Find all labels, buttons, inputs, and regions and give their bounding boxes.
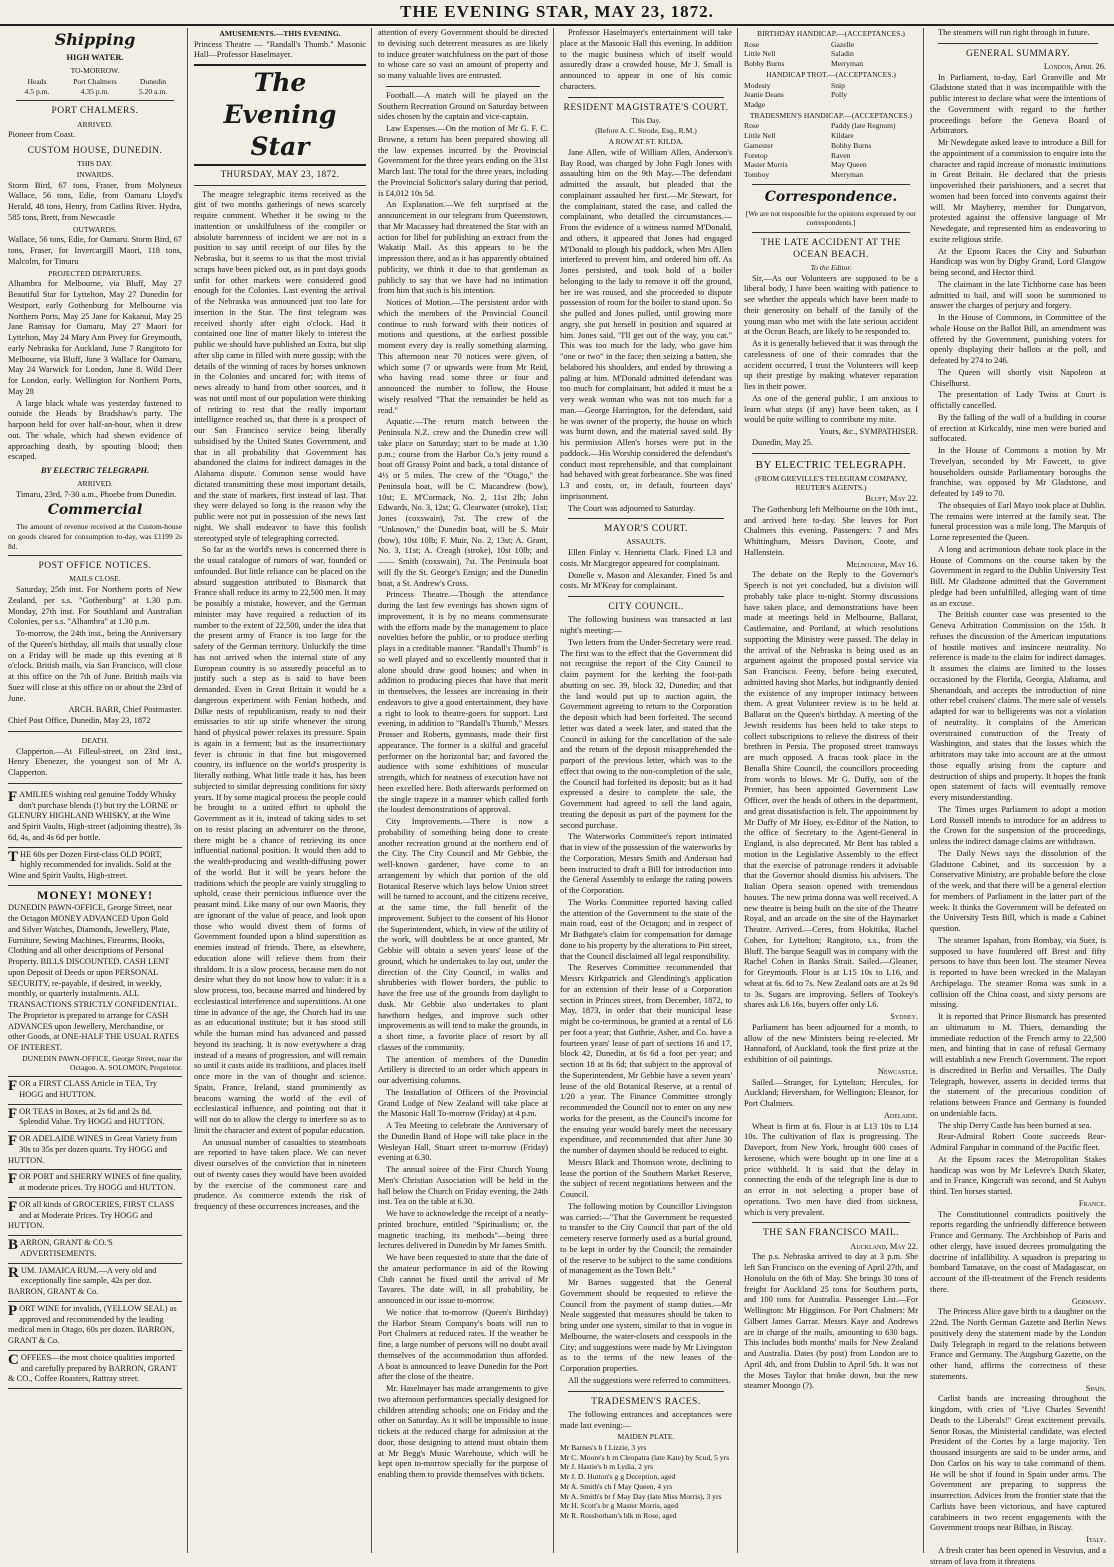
divider bbox=[8, 731, 182, 732]
ad-initial: F bbox=[8, 1133, 18, 1150]
ad-text: UM. JAMAICA RUM.—A very old and exceptionally fine sample, 42s per doz. BARRON, GRANT & Co. bbox=[8, 1265, 157, 1297]
newspaper-banner: The Evening Star bbox=[194, 64, 366, 166]
ad-text: ORT WINE for invalids, (YELLOW SEAL) as approved and recommended by the leading medical men in Otago, 60s per dozen. BARRON, GRANT & Co. bbox=[8, 1303, 177, 1346]
summary-paragraph: In the House of Commons a motion by Mr Trevelyan, seconded by Mr Fawcett, to give householders outside Parliamentary boroughs the franchise, was opposed by Mr Gladstone, and defeated by 149 to 70. bbox=[930, 446, 1106, 499]
telegraph-title: BY ELECTRIC TELEGRAPH. bbox=[40, 466, 150, 476]
divider bbox=[938, 43, 1098, 44]
list-item: Master Morris May Queen bbox=[744, 160, 867, 170]
advertisement-pawn-office bbox=[8, 886, 182, 1077]
summary-paragraph: In Parliament, to-day, Earl Granville and Mr Gladstone stated that it was incompatible with the public interest to declare what were the intentions of the Government with regard to the further proceedings before the Geneva Board of Arbitrators. bbox=[930, 72, 1106, 136]
news-paragraph: Princess Theatre.—Though the attendance during the last few evenings has shown signs of improvement, it is by no means commensurate with the efforts made by the management to place novelties before the public, or to produce sterling plays in a creditable manner. "Randall's Thumb" is so well played and so excellently mounted that it alone should draw good houses; and when in addition to producing pieces that have that merit in themselves, the lessees are increasing in their endeavors to give a good entertainment, they have a right to look to theatre-goers for support. Last evening, in addition to "Randall's Thumb," Messrs Prosser and Roberts, gymnasts, made their first appearance. The former is a skilful and graceful performer on the horizontal bar; and favored the audience with some exhibitions of muscular strength, which for neatness of execution have not been excelled here. Both afterwards performed on the single trapeze in a manner which called forth the loudest demonstrations of approval. bbox=[378, 590, 548, 815]
ad-initial: R bbox=[8, 1264, 19, 1281]
summary-paragraph: At the Epsom Races the City and Suburban Handicap was won by Digby Grand, Lord Glasgow being second, and Hector third. bbox=[930, 246, 1106, 278]
summary-paragraph: In the House of Commons, in Committee of the whole House on the Ballot Bill, an amendment was offered by the Government, punishing voters for openly displaying their ballots at the poll, and defeated by 274 to 246. bbox=[930, 313, 1106, 366]
commercial-text: The amount of revenue received at the Custom-house on goods cleared for consumption to-day, was £1199 2s 8d. bbox=[8, 522, 182, 551]
ad-text: OR ADELAIDE WINES in Great Variety from 30s to 35s per dozen quarts. Try HOGG and HUTTON. bbox=[8, 1134, 178, 1165]
list-item: Modesty Snip bbox=[744, 80, 845, 90]
list-item: Mr R. Rossbotham's blk m Rose, aged bbox=[560, 1511, 677, 1520]
spain-title: Spain. bbox=[1085, 1383, 1106, 1393]
tel-text: Parliament has been adjourned for a month, to allow of the new Ministers being re-elected. Mr Hannaford, of Auckland, took the first prize at the exhibition of oil paintings. bbox=[744, 1022, 918, 1065]
letter-date: Dunedin, May 25. bbox=[752, 437, 813, 447]
column-editorial bbox=[190, 28, 370, 1553]
list-item: Madge bbox=[744, 100, 766, 110]
council-title: CITY COUNCIL. bbox=[608, 602, 684, 613]
summary-title: GENERAL SUMMARY. bbox=[965, 48, 1071, 59]
outwards-text: Wallace, 56 tons, Edie, for Oamaru. Storm Bird, 67 tons, Fraser, for Invercargill Maori, 118 tons, Malcolm, for Timaru bbox=[8, 235, 182, 266]
column-shipping bbox=[4, 28, 186, 1553]
court-day: This Day. bbox=[631, 115, 661, 125]
divider bbox=[16, 100, 174, 101]
ad-initial: F bbox=[8, 1105, 18, 1122]
advertisement bbox=[8, 1264, 182, 1302]
editorial-paragraph: The meagre telegraphic items received as the gist of two months gatherings of news scarcely require comment. Whether it be owing to the inattention or unskilfulness of the compiler or absolute barrenness of incident we are not in a position to say until receipt of our files by the Nebraska, but it seems to us that the most trivial scraps have been picked out, as in past days goods unfit for other markets were considered good enough for the Colonies. Last evening the arrival of the Nebraska was announced just too late for insertion in the Star. The first telegram was received shortly after eight o'clock. Had it contained one line of matter likely to interest the public we should have published an Extra, but slip after slip came in filled with mere gossip; with the details of the winning of races by horses unknown in the Colonies and uncared for; with items of news already to hand from other sources, and it was not until most of our population were thinking of retiring to rest that the really important intelligence reached us, that there is a prospect of our San Francisco service being liberally subsidised by the United States Government, and that in all probability that Government has abandoned the claims for indirect damages in the Alabama dispute. Common sense would have dictated transmitting these most important details, and the state of markets, first instead of last. That they were delayed so long is the reason why the public were not put in possession of the news last night. We shall endeavor to have this foolish stereotyped style of telegraphing corrected. bbox=[194, 189, 366, 543]
post-text-1: Saturday, 25th inst. For Northern ports of New Zealand, per s.s. "Gothenburg" at 1.30 p.m. Monday, 27th inst. For Southland and Australian Colonies, per s.s. "Alhambra" at 1.30 p.m. bbox=[8, 585, 182, 627]
mayor-title: MAYOR'S COURT. bbox=[603, 524, 689, 535]
news-paragraph: attention of every Government should be directed to devising such deterrent measures as are likely to induce greater watchfulness on the part of those to whose care so vast an amount of property and so many valuable lives are entrusted. bbox=[378, 28, 548, 80]
tel-place: Sydney. bbox=[890, 1012, 918, 1022]
post-text-2: To-morrow, the 24th inst., being the Anniversary of the Queen's birthday, all mails that usually close on a Friday will be made up this evening at 8 o'clock. British mails, via San Francisco, will close at this office on the 7th of June. British mails via Suez will close at this office on or about the 23rd of June. bbox=[8, 629, 182, 703]
spain-text: Carlist bands are increasing throughout the kingdom, with cries of "Live Charles Seventh! Death to the Liberals!" Great excitement prevails. Senor Rosas, the Ministerial candidate, was elected President of the Cortes by a large majority. Ten thousand insurgents are said to be under arms, and Don Carlos on his way to take command of them. He will be shot if found in Spain under arms. The Government are preparing to suppress the insurrection. Advices from the frontier state that the Carlists have been victorious, and have captured carabineers in two recent engagements with the Government troops near Bilbao, in Biscay. bbox=[930, 1394, 1106, 1533]
sf-mail-title: THE SAN FRANCISCO MAIL. bbox=[762, 1228, 900, 1239]
ad-text: OR PORT and SHERRY WINES of fine quality, at moderate prices. Try HOGG and HUTTON. bbox=[19, 1172, 182, 1193]
tide-cell: Heads 4.5 p.m. bbox=[24, 76, 50, 96]
list-item: Jeanie Deans Polly bbox=[744, 90, 848, 100]
list-item: Mr C. Moore's b m Cleopatra (late Kate) by Scud, 5 yrs bbox=[560, 1452, 730, 1462]
news-paragraph: We have to acknowledge the receipt of a neatly-printed brochure, entitled "Spiritualism; or, the magnetic teaching, its methods"—being three lectures delivered in Dunedin by Mr James Smith. bbox=[378, 1209, 548, 1251]
divider bbox=[752, 453, 910, 454]
ad-initial: F bbox=[8, 1171, 18, 1188]
column-courts bbox=[556, 28, 736, 1553]
court-paragraph: Jane Allen, wife of William Allen, Anderson's Bay Road, was charged by John Fugh Jones with assaulting him on the 9th May.—The defendant admitted the assault, but pleaded that the complainant assaulted her first.—Mr Stewart, for the complainant, stated the case, and called the complainant, who detailed the circumstances.—From the evidence of a witness named M'Donald, and others, it appeared that Jones had engaged M'Donald to plough his paddock, when Mrs Allen interfered to prevent him, and ordered him off. As Jones persisted, and took hold of a boiler belonging to the lady to remove it off the ground, her ire was roused, and she proceeded to dispute possession of room for the boiler to stand upon. So she pulled and Jones pulled, until growing more angry, she put herself in position and squared at him. Jones said, "I'll get out of the way, you cat." This was too much for the lady, who gave him "one or two" in the face; then seizing a batten, she belabored his shoulders, and ended by throwing a paling at him. M'Donald admitted defendant was too much for complainant, but added it must be a very weak woman who was not too much for a man.—George Harrington, for the defendant, said he was owner of the property, the house on which was burnt down, and the material saved sold. By his permission Allen's horses were put in the paddock.—His Worship considered the defendant's conduct most reprehensible, and that complainant had behaved with great forbearance. She was fined L3 and costs, or, in default, fourteen days' imprisonment. bbox=[560, 147, 732, 501]
list-item: Mr J. Hastie's b m Lydia, 2 yrs bbox=[560, 1462, 654, 1472]
summary-paragraph: The claimant in the late Tichborne case has been admitted to bail, and will soon be summoned to answer the charges of perjury and forgery. bbox=[930, 279, 1106, 311]
this-day: THIS DAY. bbox=[77, 159, 113, 169]
news-paragraph: An Explanation.—We felt surprised at the announcement in our telegram from Queenstown, that Mr Macassey had threatened the Star with an action for libel for publishing an extract from the Wakatip Mail. As this appears to be the impression there, and as it has apparently obtained publicity, we think it due to that gentleman as publicly to say that we have had no intimation from him that such is his intention. bbox=[378, 200, 548, 296]
summary-paragraph: By the falling of the wall of a building in course of erection at Kirkcaldy, nine men were buried and suffocated. bbox=[930, 412, 1106, 444]
commercial-title: Commercial bbox=[47, 502, 143, 519]
assaults-title: ASSAULTS. bbox=[626, 537, 666, 547]
high-water-title: HIGH WATER. bbox=[66, 53, 124, 63]
arrived-text: Pioneer from Coast. bbox=[8, 130, 76, 140]
ad-text: AMILIES wishing real genuine Toddy Whisky don't purchase blends (!) but try the LORNE or GLENURY HIGHLAND WHISKY, at the Wine and Spirit Vaults, High-street (adjoining theatre), 3s 6d, 4s, and 4s 6d per bottle. bbox=[8, 789, 182, 842]
court-paragraph: The Court was adjourned to Saturday. bbox=[568, 503, 695, 513]
column-rule bbox=[187, 28, 188, 1553]
letter-sign: Yours, &c., SYMPATHISER. bbox=[819, 427, 918, 437]
advertisement bbox=[8, 788, 182, 848]
ad-text: HE 60s per Dozen First-class OLD PORT, highly recommended for invalids. Sold at the Wine and Spirit Vaults, High-street. bbox=[8, 849, 172, 881]
column-rule bbox=[737, 28, 738, 1553]
ad-text: OR TEAS in Boxes, at 2s 6d and 2s 8d. Splendid Value. Try HOGG and HUTTON. bbox=[19, 1106, 165, 1127]
list-item: Tomboy Merryman bbox=[744, 170, 864, 180]
editorial-paragraph: An unusual number of casualties to steamboats are reported to have taken place. We can never divest ourselves of the conviction that in nineteen out of twenty cases they would have been avoided by the exercise of the commonest care and prudence. As commerce extends the risk of frequency of these occurrences increases, and the bbox=[194, 1137, 366, 1212]
races-title: TRADESMEN'S RACES. bbox=[591, 1396, 701, 1407]
news-paragraph: We notice that to-morrow (Queen's Birthday) the Harbor Steam Company's boats will run to Port Chalmers at reduced rates. If the weather be fine, a large number of persons will no doubt avail themselves of the accommodation thus afforded. A boat is announced to leave Dunedin for the Port after the close of the theatre. bbox=[378, 1307, 548, 1382]
council-paragraph: Messrs Black and Thomson wrote, declining to lease the portion of the Southern Market Reserve, the subject of recent negotiations between and the Council. bbox=[560, 1157, 732, 1200]
france-text: The Constitutionnel contradicts positively the reports regarding the unfriendly difference between France and Germany. The Archbishop of Paris and other clergy, have issued decrees promulgating the doctrine of infallibility. A squadron is preparing to bombard Tamatave, on the coast of Madagascar, on account of the ill-treatment of the French residents there. bbox=[930, 1209, 1106, 1294]
council-paragraph: Two letters from the Under-Secretary were read. The first was to the effect that the Government did not recognise the report of the City Council to claim payment for the kerbing the foot-path abutting on sec. 39, block 32, Dunedin; and that the land would put up to auction again, the Government agreeing to return to the Corporation the deposit which had been forfeited. The second letter was dated a week later, and stated that the Council in asking for the cancellation of the sale and the return of the deposit misapprehended the purport of the previous letter, which was to the effect that owing to the non-completion of the sale, the Council had forfeited its deposit; but as it had expressed a desire to complete the sale, the Government had agreed to sell the land again, treating the deposit as part of the payment for the second purchase. bbox=[560, 637, 732, 830]
correspondence-title: Correspondence. bbox=[764, 188, 898, 205]
germany-title: Germany. bbox=[1071, 1296, 1106, 1306]
column-rule bbox=[923, 28, 924, 1553]
divider bbox=[568, 518, 724, 519]
france-title: France. bbox=[1078, 1198, 1106, 1208]
high-water-sub: TO-MORROW. bbox=[70, 66, 120, 76]
ad-initial: F bbox=[8, 788, 18, 805]
departures-title: PROJECTED DEPARTURES. bbox=[48, 268, 142, 278]
summary-paragraph: The ship Derry Castle has been burned at sea. bbox=[938, 1120, 1092, 1130]
arrived-title: ARRIVED. bbox=[77, 119, 113, 129]
list-item: Mr A. Smith's br f May Day (late Miss Morris), 3 yrs bbox=[560, 1491, 722, 1501]
customs-title: CUSTOM HOUSE, DUNEDIN. bbox=[27, 146, 163, 156]
mayor-paragraph: Donelle v. Mason and Alexander. Fined 5s and costs. Mr M'Keay for complainant. bbox=[560, 570, 732, 591]
summary-paragraph: The British counter case was presented to the Geneva Arbitration Commission on the 15th. It refuses the discussion of the American imputations of hostile motives and insincere neutrality. No reference is made to the claim for indirect damages. It assumes the claims are limited to the losses occasioned by the Florida, Georgia, Alabama, and Shenandoah, and accepts the introduction of nine other rebel cruisers' claims. The mere sale of vessels adapted for war to belligerents was not a violation of neutrality. It complains of the American overstrained construction of the Treaty of Washington, and states that the losses which the arbitrators may take into account are at the utmost those equally arising from the capture and destruction of ships and property. It hopes the frank open statement of facts will eventually remove every misunderstanding. bbox=[930, 610, 1106, 803]
tel-text: The Gothenburg left Melbourne on the 10th inst., and arrived here to-day. She leaves for Port Chalmers this evening. Passengers: 7 and Mrs Whittingham, Messrs Davison, Coote, and Hallenstein. bbox=[744, 504, 918, 557]
tel-place: Melbourne, May 16. bbox=[846, 559, 918, 569]
maiden-title: MAIDEN PLATE. bbox=[617, 1432, 675, 1442]
editorial-paragraph: So far as the world's news is concerned there is the usual catalogue of rumors of war, founded or unfounded. But little reliance can be placed on the absurd suggestion attributed to Bismarck that France shall reduce its army to 22,500 men. It may be possibly a mistake, however, and the German minister may have required a reduction of its number to the extent of 22,500, under the idea that the present army of France is too large for the safety of the German territory. Unluckily the time has not arrived when the internal state of any European country is so assuredly peaceful as to justify such a step as is said to have been demanded. Even in Great Britain it would be a dangerous experiment with Fenian hotbeds, and Dilke nests of republicanism, ready to nod their emissaries to stir up strife whenever the strong hand of physical power relaxes its pressure. Spain is again in a ferment; but as the insurrectionary fever is chronic in that fine but misgoverned country, its influence on the world's prosperity is literally nothing. What little trade it has, has been subjected to similar depressing conditions for sixty years. If by some magical process the people could be brought to a united effort to uphold the Government as it is, instead of taking sides to set on to resist placing an adventurer on the throne, there might be a chance of retrieving its once influential national position. It would then add to the wealth-producing and wealth-diffusing power of the world. But it will be years before the traditions which the people are vainly struggling to uphold, cease their pernicious influence over the peasant mind. Like many of our own Maoris, they are ignorant of the value of peace, and look upon those who would divest them of forms of Government founded upon a blind superstition as enemies instead of friends. There, as elsewhere, education alone will relieve them from their thraldom. It is a slow process, because men do not desire what they do not know how to value: it is a slow process, too, because marred and hindered by ecclesiastical interference and superstitions. At one time in advance of the age, the Church had its use as an educational institute; but it has stood still while the human mind has advanced and passed beyond its teaching. It is now everywhere a drag instead of a means of progression, and will remain so until it casts aside its traditions, and places itself once more in the van of thought and science. Spain, France, Ireland, stand prominently as beacons warning the world of the evil of ecclesiastical influence, and pointing out that it will not do to allow the clergy to interfere so as to limit the character and extent of popular education. bbox=[194, 545, 366, 1135]
divider bbox=[194, 185, 366, 186]
advertisement bbox=[8, 1077, 182, 1105]
divider bbox=[386, 86, 540, 87]
column-summary bbox=[926, 28, 1110, 1566]
tel-text: The debate on the Reply to the Governor's Speech is not yet concluded, but a division will probably take place to-night. Stormy discussions have taken place, and demonstrations have been made at meetings held in Melbourne, Ballarat, Castlemaine, and Portland, at which resolutions supporting the Ministry were passed. The delay in the arrival of the Nebraska is being used as an argument against the proposed postal service via San Francisco. Feeny, before being executed, admitted having shot Marks, but indignantly denied the existence of any improper intimacy between them. A great Volunteer review is to be held at Ballarat on the Queen's birthday. A meeting of the Jewish residents has been held to take steps to collect subscriptions to relieve the distress of their brethren in Persia. The proposed street tramways are much opposed. A fracas took place in the Benalla Shire Council, the councillors proceeding from words to blows. Mr G. Duffy, son of the Premier, has been appointed Government Law Officer, over the heads of others in the department, and great dissatisfaction is felt. The appointment by Mr Duffy of Mr Hoey, ex-Editor of the Nation, to the office of Secretary to the Agent-General in England, is also deprecated. Mr Bent has tabled a motion in the Legislative Assembly to the effect that the exercise of patronage renders it advisable that the Governor should dismiss his advisers. The Italian Opera season opened with tremendous houses. The new prima donna was well received. A new theatre is being built on the site of the Theatre Royal, and an arcade on the site of the Haymarket Theatre. Arrived.—Ceres, from Hokitika, Rachel Cohen, for Lyttelton; Rangitoto, s.s., from the Bluff. The barque Seagull was in company with the Rachel Cohen in Banks Strait. Sailed.—Gleaner, for Greymouth. Flour is at L15 10s to L16, and wheat at 6s. 6d to 7s. New Zealand oats are at 2s 9d to 3s. Sugars are improving. Sellers of Tookey's shares ask L6 16s, buyers offer only L6. bbox=[744, 570, 918, 1010]
inwards-title: INWARDS. bbox=[76, 169, 114, 179]
news-paragraph: Notices of Motion.—The persistent ardor with which the members of the Provincial Council continue to rush forward with their notices of motions and questions, at the earliest possible moment every day is really something alarming. This afternoon near 70 notices were given, of which some (7 or upwards were from Mr Reid, who having read some three or four and announced the number to follow, the House wisely resolved "That the remainder be held as read." bbox=[378, 298, 548, 415]
letter-paragraph: As it is generally believed that it was through the carelessness of one of their comrades that the accident occurred, I trust the Volunteers will keep up their prestige by making whatever reparation lies in their power. bbox=[744, 339, 918, 392]
summary-paragraph: It is reported that Prince Bismarck has presented an ultimatum to M. Thiers, demanding the immediate reduction of the French army to 22,500 men, and hinting that in case of refusal Germany will establish a new French Government. The report is discredited in Berlin and Versailles. The Daily Telegraph, however, asserts in decided terms that the statement of the precarious condition of relations between France and Germany is founded on undeniable facts. bbox=[930, 1012, 1106, 1118]
amusements-text: Princess Theatre — "Randall's Thumb." Masonic Hall—Professor Haselmayer. bbox=[194, 39, 366, 60]
accident-title: THE LATE ACCIDENT AT THE OCEAN BEACH. bbox=[761, 237, 901, 260]
post-footer: Chief Post Office, Dunedin, May 23, 1872 bbox=[8, 716, 151, 726]
ad-initial: B bbox=[8, 1237, 19, 1254]
trot-title: HANDICAP TROT.—(ACCEPTANCES.) bbox=[766, 69, 896, 79]
column-rule bbox=[553, 28, 554, 1553]
post-sign: ARCH. BARR, Chief Postmaster. bbox=[68, 705, 182, 715]
outwards-title: OUTWARDS. bbox=[72, 224, 118, 234]
list-item: Bobby Burns Merryman bbox=[744, 59, 864, 69]
column-correspondence bbox=[740, 28, 922, 1553]
death-title: DEATH. bbox=[81, 735, 109, 745]
column-local-news bbox=[374, 28, 552, 1553]
court-sub: A ROW AT ST. KILDA. bbox=[608, 137, 684, 147]
summary-paragraph: A long and acrimonious debate took place in the House of Commons on the course taken by the Government in regard to the Dublin University Test Bill. Mr Gladstone admitted that the Government pledge had been unfulfilled, alleging want of time as an excuse. bbox=[930, 544, 1106, 608]
list-item: Foretop Raven bbox=[744, 150, 851, 160]
summary-paragraph: The Daily News says the dissolution of the Gladstone Cabinet, and its succession by a Conservative Ministry, are probable before the close of the week, and that there will be a general election for members of Parliament in the latter part of the week. It thinks the Government will be defeated on the University Tests Bill, which is made a Cabinet question. bbox=[930, 848, 1106, 934]
summary-paragraph: Mr Newdegate asked leave to introduce a Bill for the appointment of a commission to enquire into the character and rapid increase of monastic institutions in Great Britain. He declared that the priests impoverished their parishioners, and a secret that women had been forced into convents against their will. Mr Mayberry, member for Dungarvon, protested against the offensive language of Mr Newdegate, and represented him as endeavoring to excite religious strife. bbox=[930, 138, 1106, 244]
list-item: Mr H. Scott's br g Master Morris, aged bbox=[560, 1501, 678, 1511]
ad-text: ARRON, GRANT & CO.'S ADVERTISEMENTS. bbox=[20, 1238, 113, 1258]
telegraph-source: (FROM GREVILLE'S TELEGRAM COMPANY, REUTER'S AGENTS.) bbox=[755, 473, 907, 493]
council-paragraph: The Works Committee reported having called the attention of the Government to the state of the main road, east of the Octagon; and in respect of Mr Bathgate's claim for compensation for damage done to his property by the alterations to Pitt street, that the Council disclaimed all legal responsibility. bbox=[560, 897, 732, 961]
news-paragraph: The Installation of Officers of the Provincial Grand Lodge of New Zealand will take place at the Masonic Hall To-morrow (Friday) at 4 p.m. bbox=[378, 1087, 548, 1119]
divider bbox=[568, 97, 724, 98]
correspondence-note: [We are not responsible for the opinions expressed by our correspondents.] bbox=[745, 208, 917, 228]
divider bbox=[752, 184, 910, 185]
italy-text: A fresh crater has been opened in Vesuvius, and a stream of lava from it threatens bbox=[930, 1545, 1106, 1566]
divider bbox=[568, 1391, 724, 1392]
summary-place: London, April 26. bbox=[1043, 61, 1106, 71]
money-text: DUNEDIN PAWN-OFFICE, George Street, near the Octagon MONEY ADVANCED Upon Gold and Silver Watches, Diamonds, Jewellery, Plate, Furniture, Sewing Machines, Firearms, Books, Clothing and all other descriptions of Personal Property. BILLS DISCOUNTED. CASH LENT upon Deposit of Deeds or upon PERSONAL SECURITY, re-payable, if desired, in weekly, monthly, or quarterly instalments. ALL TRANSACTIONS STRICTLY CONFIDENTIAL. The Proprietor is prepared to arrange for CASH ADVANCES upon Jewellery, Merchandise, or other Goods, at ONE-HALF THE USUAL RATES OF INTEREST. bbox=[8, 903, 179, 1053]
summary-paragraph: At the Epsom races the Metropolitan Stakes handicap was won by Mr Lefevre's Dutch Skater, and in France, Kingcraft was second, and St Aubyn third. Ten horses started. bbox=[930, 1154, 1106, 1197]
ad-initial: F bbox=[8, 1078, 18, 1095]
advertisement bbox=[8, 1198, 182, 1236]
sf-text: The p.s. Nebraska arrived to day at 3 p.m. She left San Francisco on the evening of April 27th, and Honolulu on the 6th of May. She brings 30 tons of freight for Auckland 25 tons for Southern ports, and 100 tons for Australia. Passenger List.—For Wellington: Mr Higginson. For Port Chalmers: Mr Gilbert James Garrar. Messrs Kaye and Andrews are in charge of the mails, amounting to 630 bags. This includes both months' mails for New Zealand and Australia. Dates (by post) from London are to April 4th, and from Dublin to April 5th. It was not the Moses Taylor that broke down, but the new steamer Moongo (?). bbox=[744, 1252, 918, 1391]
tel-arrived-title: ARRIVED. bbox=[77, 478, 113, 488]
tel-arrived-text: Timaru, 23rd, 7-30 a.m., Phoebe from Dunedin. bbox=[16, 489, 177, 499]
shipping-title: Shipping bbox=[54, 30, 136, 49]
ad-initial: F bbox=[8, 1198, 18, 1215]
mayor-paragraph: Ellen Finlay v. Henrietta Clark. Fined L3 and costs. Mr Macgregor appeared for complainant. bbox=[560, 548, 732, 568]
council-paragraph: The Reserves Committee recommended that Messrs Kirkpatrick and Glendining's application for an extension of their lease of a Corporation section in Princes street, from December, 1872, to May, 1873, in order that their municipal lease might be co-terminous, be granted at a rental of L6 per foot a year; that Guthrie, Asher, and Co. have a fourteen years' lease of part of sections 16 and 17, block 42, Dunedin, at 6s 6d a foot per year; and section 18 at 8s 6d; that subject to the approval of the Superintendent, Mr Gebbie have a seven years' lease of the old Botanical Reserve, at a rental of 1/20 a year. The Finance Committee strongly recommended the Council not to enter on any new works for the present, as the Council's income for the ensuing year would barely meet the necessary expenditure, and recommended that after June 30 the number of daymen should be reduced to eight. bbox=[560, 963, 732, 1156]
advertisement bbox=[8, 1302, 182, 1351]
summary-paragraph: The steamer Ispahan, from Bombay, via Suez, is supposed to have foundered off Brest and fifty persons to have thus been lost. The steamer Nevea is reported to have been wrecked in the Malayan Archipelago. The steamer Roma was sunk in a collision off the China coast, and sixty persons are missing. bbox=[930, 935, 1106, 1010]
ad-text: OR a FIRST CLASS Article in TEA, Try HOGG and HUTTON. bbox=[19, 1079, 158, 1099]
news-paragraph: The attention of members of the Dunedin Artillery is directed to an order which appears in our advertising columns. bbox=[378, 1054, 548, 1085]
summary-paragraph: The obsequies of Earl Mayo took place at Dublin. The remains were interred at the family seat. The funeral procession was a mile long. The Marquis of Lorne represented the Queen. bbox=[930, 500, 1106, 543]
council-paragraph: The following business was transacted at last night's meeting:— bbox=[560, 615, 732, 636]
divider bbox=[752, 232, 910, 233]
ad-text: OR all kinds of GROCERIES, FIRST CLASS and at Moderate Prices. Try HOGG and HUTTON. bbox=[8, 1199, 175, 1231]
list-item: Rose Paddy (late Regnum) bbox=[744, 121, 896, 131]
summary-paragraph: The Times urges Parliament to adopt a motion Lord Russell intends to introduce for an address to the Crown for the suspension of the proceedings, unless the indirect damage claims are withdrawn. bbox=[930, 804, 1106, 847]
list-item: Rose Gazelle bbox=[744, 39, 855, 49]
divider bbox=[8, 783, 182, 784]
tel-text: Wheat is firm at 6s. Flour is at L13 10s to L14 10s. The cultivation of flax is progressing. The Daveport, from New York, brought 600 cases of kerosene, which were bought up in one line at a price withheld. It is said that the delay in connecting the ends of the telegraph line is due to an error in not selecting a proper base of operations. Two men have died from sickness, which is very prevalent. bbox=[744, 1121, 918, 1217]
tradesmen-title: TRADESMEN'S HANDICAP.—(ACCEPTANCES.) bbox=[749, 110, 913, 120]
post-title: POST OFFICE NOTICES. bbox=[38, 561, 152, 572]
advertisement bbox=[8, 1351, 182, 1389]
news-paragraph: City Improvements.—There is now a probability of something being done to create another recreation ground at the northern end of the City. The City Council and Mr Gebbie, the well-known gardener, have come to an arrangement by which that portion of the old Botanical Reserve which lays below Union street will be turned to account, and the citizens receive, at the same time, the full benefit of the improvement. Subject to the consent of his Honor the Superintendent, which, in view of the utility of the work, will doubtless be at once granted, Mr Gebbie will obtain a seven years' lease of the ground, which he undertakes to lay out, under the direction of the City Council, in walks and shrubberies with flower borders, the public to have the free use of the grounds from daylight to dusk. Mr Gebbie also undertakes to plant hawthorn hedges, and improve such other improvements as will tend to make the grounds, in a short time, a favorite place of resort by all classes of the community. bbox=[378, 817, 548, 1052]
council-paragraph: All the suggestions were referred to committees. bbox=[568, 1375, 731, 1385]
divider bbox=[8, 555, 182, 556]
tide-table bbox=[8, 77, 182, 96]
advertisement bbox=[8, 1105, 182, 1133]
dateline: THURSDAY, MAY 23, 1872. bbox=[220, 169, 340, 180]
ad-initial: C bbox=[8, 1351, 19, 1368]
advertisement bbox=[8, 848, 182, 886]
summary-paragraph: The presentation of Lady Twiss at Court is officially cancelled. bbox=[930, 390, 1106, 411]
news-paragraph: We have been requested to state that the date of the amateur performance in aid of the Rowing Club cannot be fixed until the arrival of Mr Tavares. The date will, in all probability, be announced in our issue to-morrow. bbox=[378, 1253, 548, 1305]
ad-initial: T bbox=[8, 848, 19, 865]
masthead: THE EVENING STAR, MAY 23, 1872. bbox=[0, 0, 1114, 26]
summary-paragraph: The Queen will shortly visit Napoleon at Chiselhurst. bbox=[930, 367, 1106, 388]
haselmayer-text: Professor Haselmayer's entertainment will take place at the Masonic Hall this evening. In addition to the magic business which of itself would assuredly draw a crowded house, Mr J. Small is announced to appear in one of his comic characters. bbox=[560, 28, 732, 91]
tel-text: Sailed.—Stranger, for Lyttelton; Hercules, for Auckland; Heversham, for Wellington; Eleanor, for Port Chalmers. bbox=[744, 1077, 918, 1109]
list-item: Mr J. D. Hutton's g g Deception, aged bbox=[560, 1472, 676, 1482]
germany-text: The Princess Alice gave birth to a daughter on the 22nd. The North German Gazette and Berlin News positively deny the statement made by the London Daily Telegraph in regard to the relations between France and Germany. The Augsburg Gazette, on the other hand, affirms the correctness of these statements. bbox=[930, 1307, 1106, 1381]
divider bbox=[752, 1222, 910, 1223]
ad-text: OFFEES—the most choice qualities imported and carefully prepared by BARRON, GRANT & CO., Coffee Roasters, Rattray street. bbox=[8, 1352, 177, 1384]
ad-initial: P bbox=[8, 1302, 18, 1319]
advertisement bbox=[8, 1170, 182, 1198]
council-paragraph: The Waterworks Committee's report intimated that in view of the possession of the waterworks by the Corporation, Messrs Smith and Anderson had been instructed to draft a Bill for introduction into the General Assembly to enlarge the rating powers of the Corporation. bbox=[560, 832, 732, 896]
tide-cell: Port Chalmers 4.35 p.m. bbox=[73, 76, 117, 96]
money-sign: DUNEDIN PAWN-OFFICE, George Street, near the Octagon. A. SOLOMON, Proprietor. bbox=[22, 1053, 182, 1073]
amusements-title: AMUSEMENTS.—THIS EVENING. bbox=[219, 29, 341, 38]
list-item: Little Nell Kildare bbox=[744, 131, 854, 141]
list-item: Gamester Bobby Burns bbox=[744, 140, 872, 150]
top-text: The steamers will run right through in future. bbox=[938, 28, 1090, 37]
court-title: RESIDENT MAGISTRATE'S COURT. bbox=[563, 102, 729, 113]
advertisement bbox=[8, 1236, 182, 1264]
news-paragraph: Football.—A match will be played on the Southern Recreation Ground on Saturday between sides chosen by the captain and vice-captain. bbox=[378, 90, 548, 122]
column-rule bbox=[371, 28, 372, 1553]
list-item: Mr A. Smith's ch f May Queen, 4 yrs bbox=[560, 1481, 673, 1491]
tel-place: Newcastle. bbox=[877, 1066, 918, 1076]
news-paragraph: Aquatic.—The return match between the Peninsula N.Z. crew and the Dunedin crew will take place on Saturday; start to be made at 1.30 p.m.; course from the Harbor Co.'s jetty round a boat off Grassy Point and back, a total distance of 4½ or 5 miles. The crew of the "Otago," the Peninsula boat, will be C. Macandrew (bow), 10st; E. M'Cormack, No. 2, 11st 2lb; John Edwards, No. 3, 12st; G. Clearwater (stroke), 11st; Jones (coxswain), 7st. The crew of the "Unknown," the Dunedin boat, will be S. Muir (bow), 10st 10lb; F. Muir, No. 2, 13st; A. Grant, No. 3, 11st; A. Creagh (stroke), 10st 10lb; and —— Smith (coxswain), 7st. The Peninsula boat will fly the St. George's Ensign; and the Dunedin boat, a St. Andrew's Cross. bbox=[378, 417, 548, 588]
divider bbox=[568, 596, 724, 597]
mails-close: MAILS CLOSE. bbox=[69, 574, 121, 584]
tel-place: Bluff, May 22. bbox=[865, 494, 918, 504]
departures-text: Alhambra for Melbourne, via Bluff, May 27 Beautiful Star for Lyttelton, May 27 Dunedin for Westport, early Gothenburg for Melbourne via Northern Ports, May 25 Jane for Kakanui, May 25 Jane Ramsay for Oamaru, May 27 Maori for Lyttelton, May 24 Mary Ann Pivey for Greymouth, early Nebraska for Auckland, June 7 Rangitoto for Melbourne, via Bluff, June 3 Wallace for Oamaru, May 24 Warwick for London, June 8. Wild Deer for London, early. Wellington for Northern Ports, May 28 bbox=[8, 279, 182, 396]
money-title: MONEY! MONEY! bbox=[37, 887, 153, 902]
races-text: The following entrances and acceptances were made last evening:— bbox=[560, 1409, 732, 1430]
news-paragraph: Mr. Haselmayer has made arrangements to give two afternoon performances specially designed for children attending schools; one on Friday and the other on Saturday. As it will be impossible to issue tickets at the reduced charge for admission at the door, those designing to attend must obtain them at Mr Begg's Music Warehouse, which will be kept open to-morrow specially for the purpose of enabling them to provide themselves with tickets. bbox=[378, 1384, 548, 1479]
summary-paragraph: Rear-Admiral Robert Coote succeeds Rear-Admiral Farquhar in command of the Pacific fleet. bbox=[930, 1132, 1106, 1153]
advertisement bbox=[8, 1132, 182, 1170]
news-paragraph: The annual soiree of the First Church Young Men's Christian Association will be held in the hall below the Church on Friday evening, the 24th inst. Tea on the table at 6.30. bbox=[378, 1165, 548, 1207]
list-item: Mr Barnes's b f Lizzie, 3 yrs bbox=[560, 1442, 647, 1452]
letter-paragraph: Sir,—As our Volunteers are supposed to be a liberal body, I have been waiting with patience to see whether the appeals which have been made to their generosity on behalf of the family of the young man who met with the late serious accident at the Ocean Beach, are likely to be responded to. bbox=[744, 273, 918, 337]
maiden-list bbox=[560, 1443, 732, 1521]
port-title: PORT CHALMERS. bbox=[51, 106, 139, 117]
inwards-text: Storm Bird, 67 tons, Fraser, from Molyneux Wallace, 56 tons, Edie, from Oamaru Lloyd's Herald, 48 tons, Henry, from Catlins River. Hydra, 585 tons, Brett, from Newcastle bbox=[8, 180, 182, 222]
birthday-title: BIRTHDAY HANDICAP.—(ACCEPTANCES.) bbox=[757, 29, 905, 38]
death-text: Clapperton.—At Filleul-street, on 23rd inst., Henry Ebenezer, the youngest son of Mr A. Clapperton. bbox=[8, 746, 182, 778]
news-paragraph: A Tea Meeting to celebrate the Anniversary of the Dunedin Band of Hope will take place in the Wesleyan Hall, Stuart street to-morrow (Friday) evening at 6.30. bbox=[378, 1121, 548, 1163]
letter-paragraph: As one of the general public, I am anxious to learn what steps (if any) have been taken, as I would be quite willing to contribute my mite. bbox=[744, 393, 918, 425]
list-item: Little Nell Saladin bbox=[744, 49, 854, 59]
telegraph-title: BY ELECTRIC TELEGRAPH. bbox=[755, 458, 907, 471]
council-paragraph: Mr Barnes suggested that the General Government should be requested to relieve the Council from the payment of stamp duties.—Mr Neale suggested that measures should be taken to bring under one system, similar to that in vogue in Melbourne, the water-closets and cesspools in the City; and suggestions were made by Mr Livingston as to the terms of the new leases of the Corporation properties. bbox=[560, 1278, 732, 1374]
tel-place: Adelaide. bbox=[883, 1110, 918, 1120]
accident-to: To the Editor. bbox=[810, 262, 852, 272]
italy-title: Italy. bbox=[1086, 1535, 1106, 1545]
sf-place: Auckland, May 22. bbox=[850, 1241, 918, 1251]
tide-cell: Dunedin 5.20 a.m. bbox=[138, 76, 168, 96]
council-paragraph: The following motion by Councillor Livingston was carried:—"That the Government be requested to transfer to the City Council that part of the old cemetery reserve formerly used as a burial ground, to be kept in order by the Council; the remainder of the reserve to be subject to the same conditions of management as the Town Belt." bbox=[560, 1201, 732, 1276]
court-before: (Before A. C. Strode, Esq., R.M.) bbox=[595, 126, 697, 136]
news-paragraph: Law Expenses.—On the motion of Mr G. F. C. Browne, a return has been prepared showing all the law expenses incurred by the Provincial Government for the three years ending on the 31st March last. The total for the three years, including the Provincial Solicitor's salary during that period, is £4,012 10s 5d. bbox=[378, 124, 548, 198]
whale-text: A large black whale was yesterday fastened to outside the Heads by Bradshaw's party. The harpoon held for over half-an-hour, when it drew out. The whale, which had shewn evidence of approaching death, by spouting blood; then escaped. bbox=[8, 398, 182, 462]
